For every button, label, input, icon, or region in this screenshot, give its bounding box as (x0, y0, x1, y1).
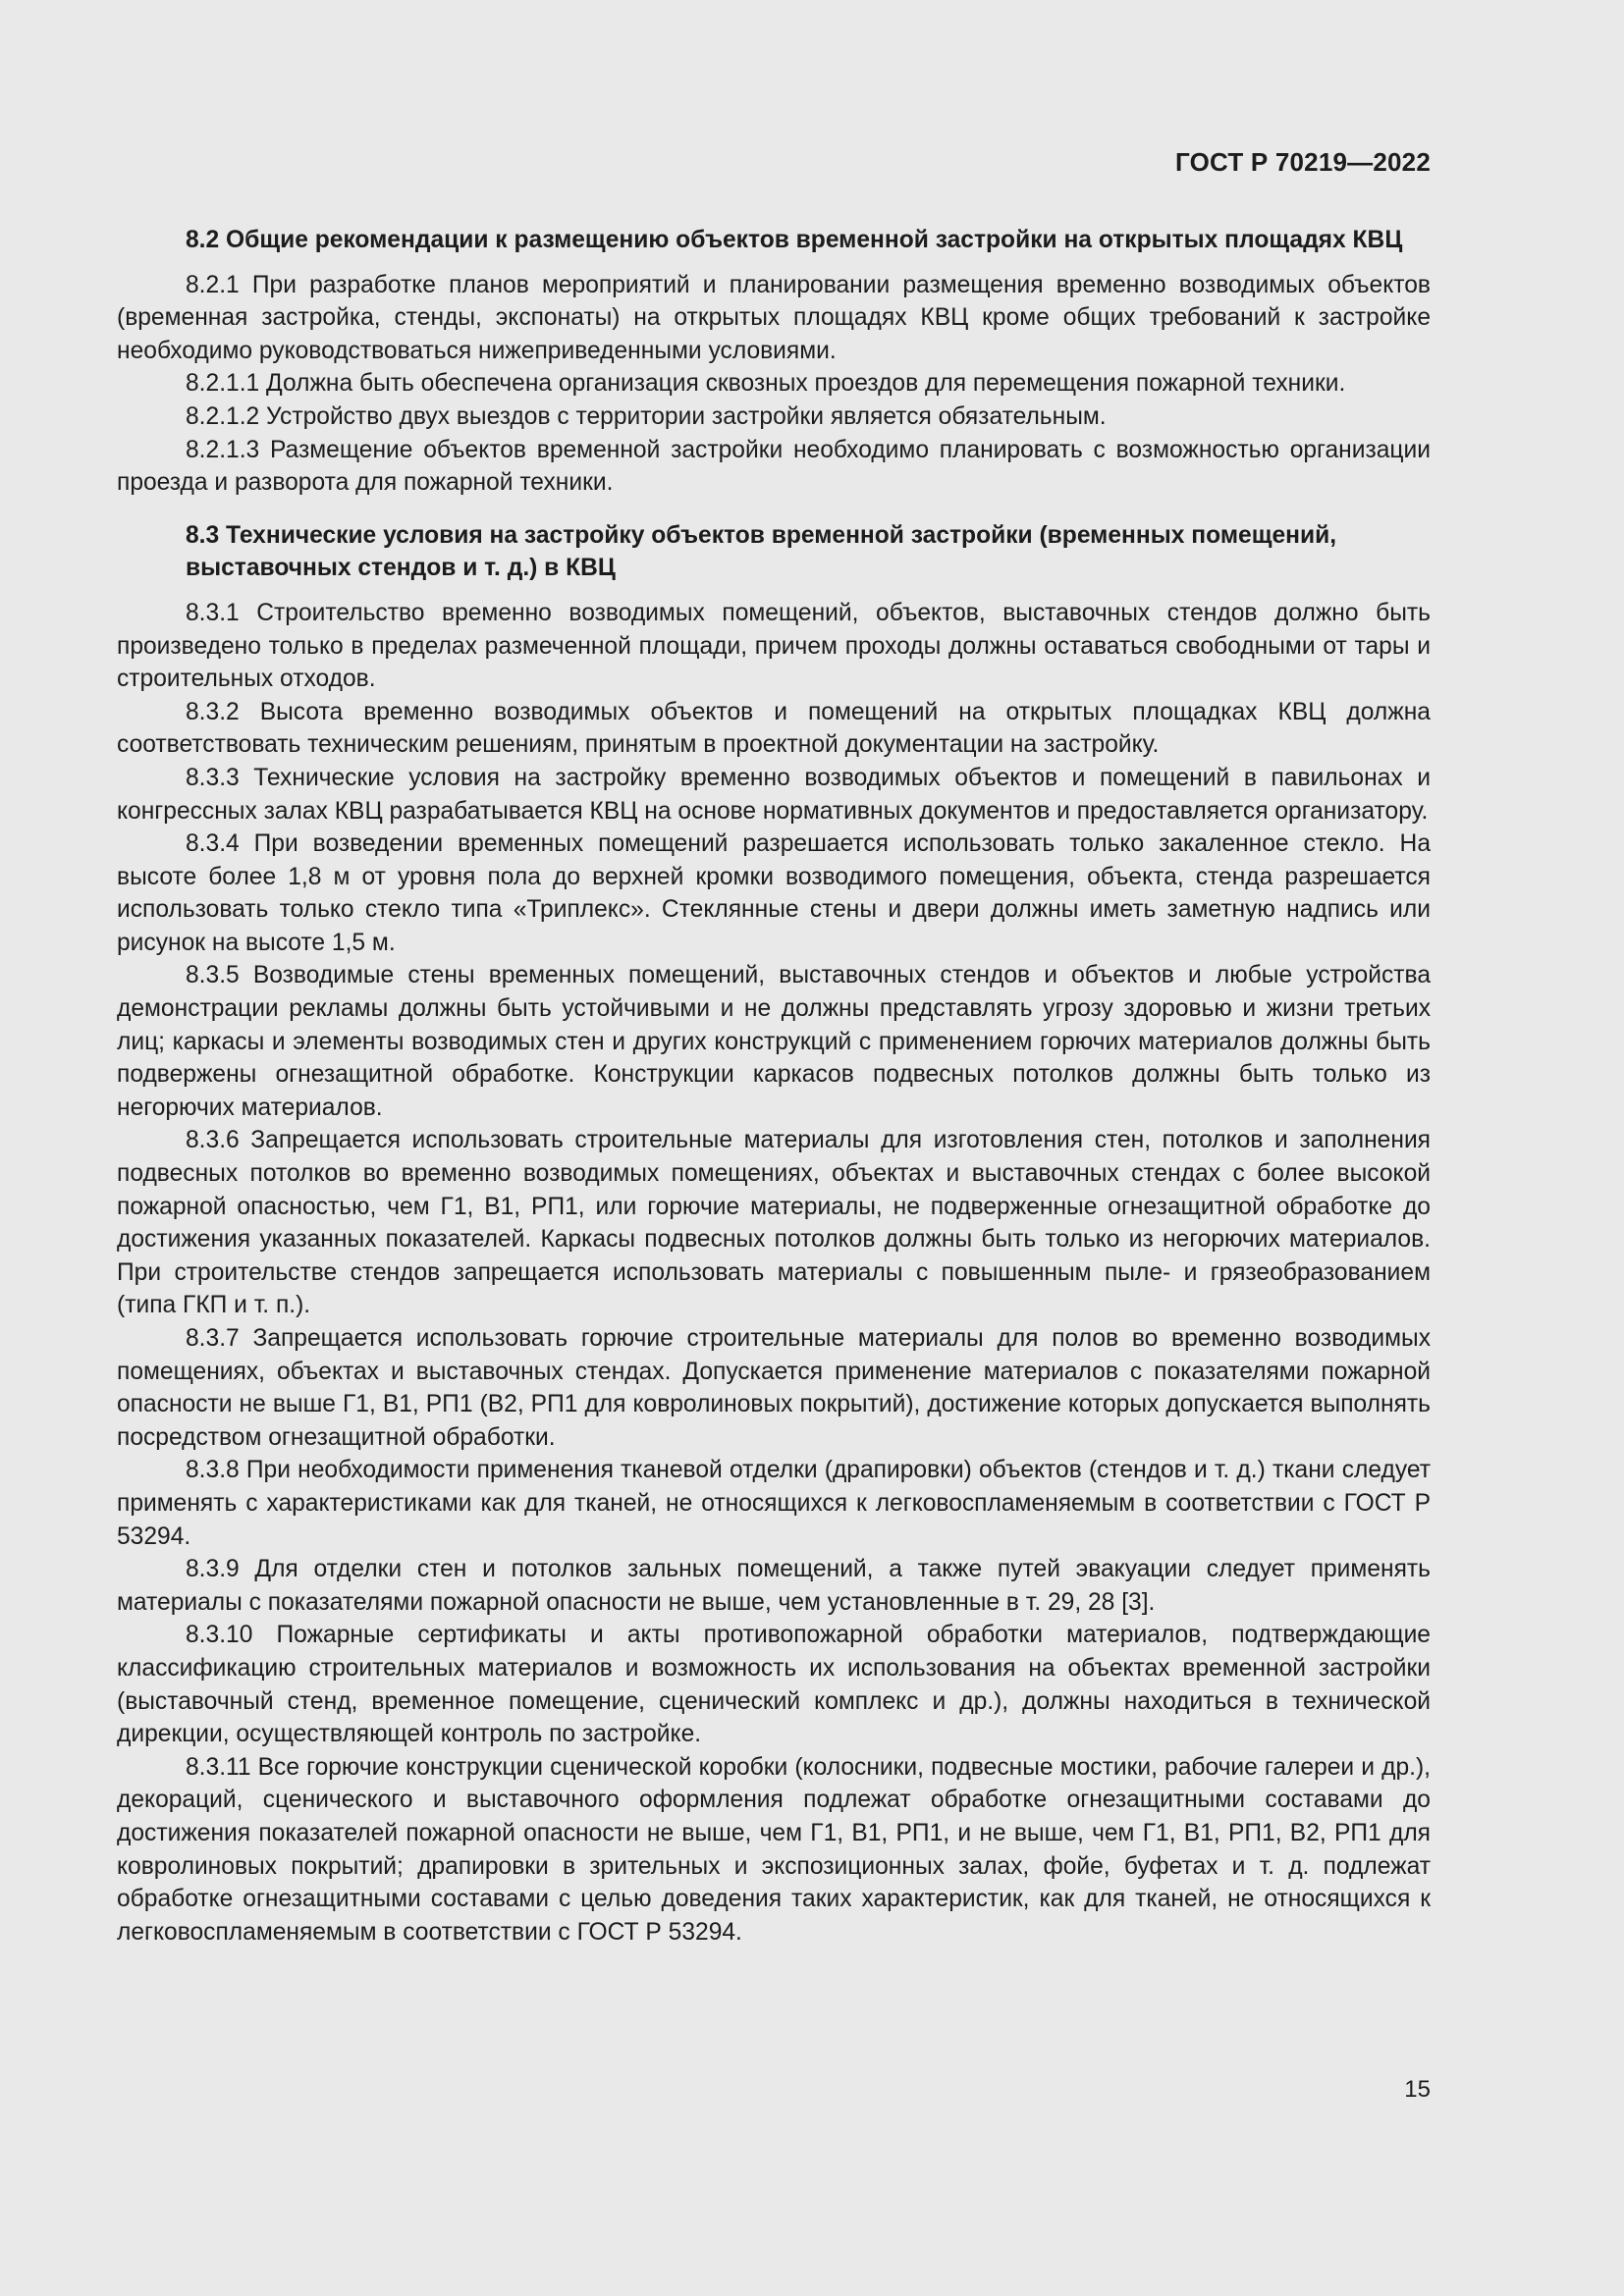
paragraph-8-3-3: 8.3.3 Технические условия на застройку временно возводимых объектов и помещений в павильонах и конгрессных залах КВЦ разрабатывается КВЦ на основе нормативных документов и предоставляется организатору. (117, 764, 1431, 825)
document-code-header: ГОСТ Р 70219—2022 (1175, 147, 1431, 177)
paragraph-8-3-4: 8.3.4 При возведении временных помещений разрешается использовать только закаленное стекло. На высоте более 1,8 м от уровня пола до верхней кромки возводимого помещения, объекта, стенда разрешается использовать только стекло типа «Триплекс». Стеклянные стены и двери должны иметь заметную надпись или рисунок на высоте 1,5 м. (117, 830, 1431, 956)
paragraph-8-3-8: 8.3.8 При необходимости применения тканевой отделки (драпировки) объектов (стендов и т. д.) ткани следует применять с характеристиками как для тканей, не относящихся к легковоспламеняемым в соответствии с ГОСТ Р 53294. (117, 1457, 1431, 1550)
paragraph-8-2-1-2: 8.2.1.2 Устройство двух выездов с территории застройки является обязательным. (186, 402, 1107, 430)
paragraph-8-3-5: 8.3.5 Возводимые стены временных помещений, выставочных стендов и объектов и любые устройства демонстрации рекламы должны быть устойчивыми и не должны представлять угрозу здоровью и жизни третьих лиц; каркасы и элементы возводимых стен и других конструкций с применением горючих материалов должны быть подвержены огнезащитной обработке. Конструкции каркасов подвесных потолков должны быть только из негорючих материалов. (117, 962, 1431, 1121)
paragraph-8-2-1: 8.2.1 При разработке планов мероприятий и планировании размещения временно возводимых объектов (временная застройка, стенды, экспонаты) на открытых площадях КВЦ кроме общих требований к застройке необходимо руководствоваться нижеприведенными условиями. (117, 271, 1431, 364)
paragraph-8-2-1-1: 8.2.1.1 Должна быть обеспечена организация сквозных проездов для перемещения пожарной техники. (186, 370, 1346, 398)
page-number: 15 (1404, 2076, 1431, 2103)
paragraph-8-3-6: 8.3.6 Запрещается использовать строительные материалы для изготовления стен, потолков и заполнения подвесных потолков во временно возводимых помещениях, объектах и выставочных стендах с более высокой пожарной опасностью, чем Г1, В1, РП1, или горючие материалы, не подверженные огнезащитной обработке до достижения указанных показателей. Каркасы подвесных потолков должны быть только из негорючих материалов. При строительстве стендов запрещается использовать материалы с повышенным пыле- и грязеобразованием (типа ГКП и т. п.). (117, 1127, 1431, 1319)
paragraph-8-3-7: 8.3.7 Запрещается использовать горючие строительные материалы для полов во временно возводимых помещениях, объектах и выставочных стендах. Допускается применение материалов с показателями пожарной опасности не выше Г1, В1, РП1 (В2, РП1 для ковролиновых покрытий), достижение которых допускается выполнять посредством огнезащитной обработки. (117, 1325, 1431, 1451)
paragraph-8-3-1: 8.3.1 Строительство временно возводимых помещений, объектов, выставочных стендов должно быть произведено только в пределах размеченной площади, причем проходы должны оставаться свободными от тары и строительных отходов. (117, 599, 1431, 693)
paragraph-8-3-9: 8.3.9 Для отделки стен и потолков зальных помещений, а также путей эвакуации следует применять материалы с показателями пожарной опасности не выше, чем установленные в т. 29, 28 [3]. (117, 1556, 1431, 1616)
paragraph-8-2-1-3: 8.2.1.3 Размещение объектов временной застройки необходимо планировать с возможностью организации проезда и разворота для пожарной техники. (117, 436, 1431, 497)
section-8-3 (117, 519, 1431, 1949)
document-body (117, 224, 1431, 1949)
section-title: 8.3 Технические условия на застройку объектов временной застройки (временных помещений, выставочных стендов и т. д.) в КВЦ (186, 521, 1337, 582)
paragraph-8-3-11: 8.3.11 Все горючие конструкции сценической коробки (колосники, подвесные мостики, рабочие галереи и др.), декораций, сценического и выставочного оформления подлежат обработке огнезащитными составами до достижения показателей пожарной опасности не выше, чем Г1, В1, РП1, и не выше, чем Г1, В1, РП1, В2, РП1 для ковролиновых покрытий; драпировки в зрительных и экспозиционных залах, фойе, буфетах и т. д. подлежат обработке огнезащитными составами с целью доведения таких характеристик, как для тканей, не относящихся к легковоспламеняемым в соответствии с ГОСТ Р 53294. (117, 1753, 1431, 1946)
paragraph-8-3-2: 8.3.2 Высота временно возводимых объектов и помещений на открытых площадках КВЦ должна соответствовать техническим решениям, принятым в проектной документации на застройку. (117, 698, 1431, 759)
paragraph-8-3-10: 8.3.10 Пожарные сертификаты и акты противопожарной обработки материалов, подтверждающие классификацию строительных материалов и возможность их использования на объектах временной застройки (выставочный стенд, временное помещение, сценический комплекс и др.), должны находиться в технической дирекции, осуществляющей контроль по застройке. (117, 1622, 1431, 1748)
section-title: 8.2 Общие рекомендации к размещению объектов временной застройки на открытых площадях КВЦ (186, 227, 1403, 253)
section-8-2 (117, 224, 1431, 500)
